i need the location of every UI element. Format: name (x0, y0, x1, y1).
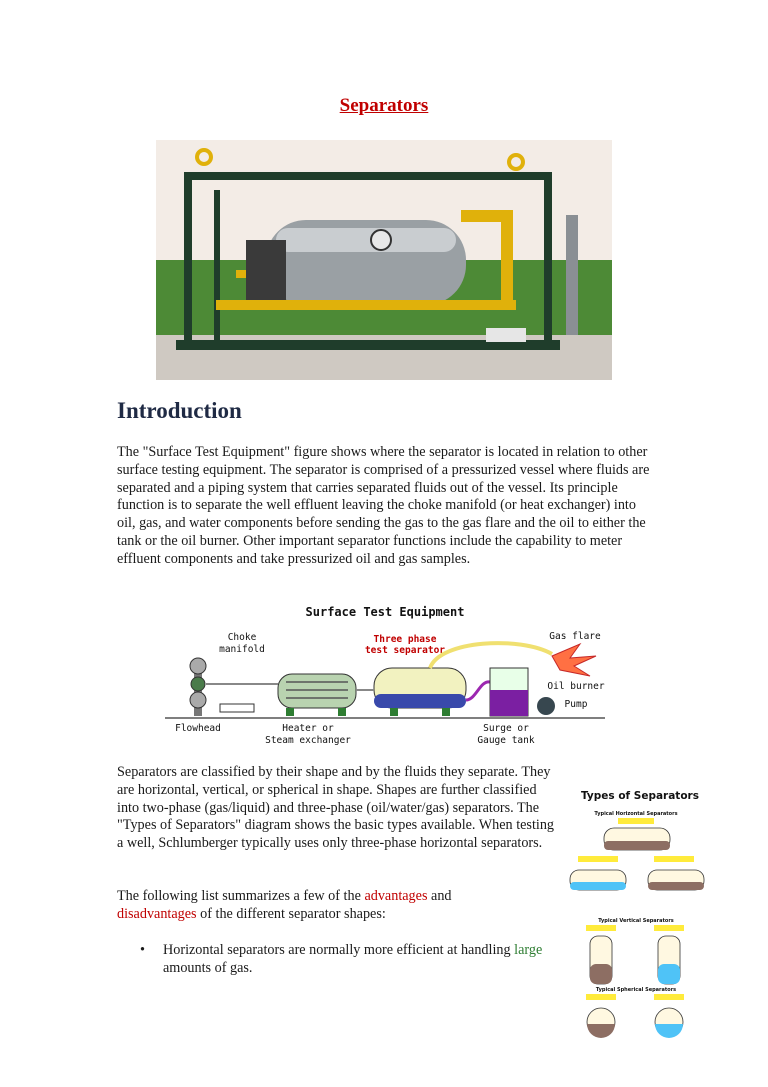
label-gas-flare: Gas flare (549, 631, 601, 642)
label-pump: Pump (564, 699, 588, 710)
intro-paragraph: The "Surface Test Equipment" figure shows where the separator is located in relation to other surface testing equipment. The separator is comprised of a pressurized vessel where fluids are separated and a piping system that carries separated fluids out of the vessel. Its principle function is to separate the well effluent leaving the choke manifold (or heat exchanger) into oil, gas, and water components before sending the gas to the gas flare and the oil to either the tank or the oil burner. Other important separator functions include the capability to meter effluent components and take pressurized oil and gas samples. (117, 444, 650, 567)
label-choke: Choke (227, 632, 257, 643)
bullet-marker: • (140, 942, 145, 958)
types-title: Types of Separators (581, 790, 699, 802)
label-test-separator: test separator (364, 645, 446, 656)
separator-photo (156, 140, 612, 380)
page-title: Separators (339, 95, 429, 116)
label-surge: Surge or (483, 723, 529, 734)
advantages-term: advantages (364, 888, 428, 904)
types-vertical-label: Typical Vertical Separators (598, 918, 674, 924)
disadvantages-term: disadvantages (117, 905, 197, 922)
label-oil-burner: Oil burner (547, 681, 605, 692)
list-intro-before: The following list summarizes a few of the (117, 888, 365, 904)
types-horizontal-label: Typical Horizontal Separators (594, 811, 678, 817)
label-three-phase: Three phase (373, 634, 437, 645)
diagram-title: Surface Test Equipment (305, 605, 465, 619)
bullet-text: Horizontal separators are normally more efficient at handling (163, 942, 515, 958)
bullet-text-end: amounts of gas. (163, 959, 253, 976)
list-intro-middle: and (427, 888, 452, 904)
label-flowhead: Flowhead (175, 723, 221, 734)
list-intro-after: of the different separator shapes: (196, 905, 386, 922)
label-manifold: manifold (219, 644, 265, 655)
large-term: large (514, 942, 543, 958)
classification-paragraph: Separators are classified by their shape and by the fluids they separate. They are horizontal, vertical, or spherical in shape. Shapes are further classified into two-phase (gas/liquid) and three-phase (oil/water/gas) separators. The "Types of Separators" diagram shows the basic types available. When testing a well, Schlumberger typically uses only three-phase horizontal separators. (117, 764, 555, 852)
advantages-paragraph (117, 888, 557, 924)
label-gauge-tank: Gauge tank (477, 735, 535, 746)
label-steam-exchanger: Steam exchanger (265, 735, 351, 746)
types-of-separators-diagram (556, 784, 716, 1046)
surface-test-equipment-diagram (160, 600, 610, 750)
types-spherical-label: Typical Spherical Separators (595, 987, 677, 993)
label-heater: Heater or (282, 723, 334, 734)
section-heading-introduction: Introduction (117, 398, 242, 423)
